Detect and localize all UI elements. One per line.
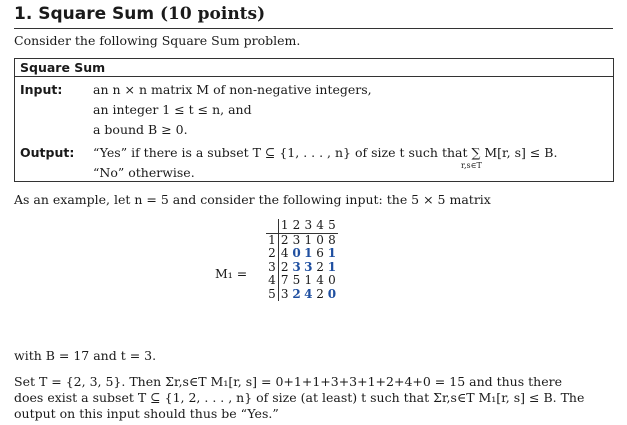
matrix-cell: 2 [316, 286, 324, 301]
matrix-cell-highlighted: 1 [327, 246, 337, 260]
matrix-cell-highlighted: 4 [304, 286, 313, 301]
matrix-cell: 1 [304, 232, 313, 247]
matrix-cell: 2 [280, 259, 289, 274]
matrix-cell: 0 [328, 273, 336, 287]
matrix-cell-highlighted: 2 [292, 286, 301, 301]
matrix-header-row [266, 219, 338, 233]
problem-name: Square Sum [20, 60, 106, 75]
matrix-cell-highlighted: 3 [304, 259, 313, 274]
example-text: As an example, let n = 5 and consider the following input: the 5 × 5 matrix [14, 192, 491, 207]
input-line-3: a bound B ≥ 0. [93, 122, 188, 137]
solution-line-1: Set T = {2, 3, 5}. Then Σr,s∈T M₁[r, s] = 0+1+1+3+3+1+2+4+0 = 15 and thus there [14, 374, 562, 389]
output-line-1: “Yes” if there is a subset T ⊆ {1, . . . , n} of size t such that ∑ M[r, s] ≤ B. [93, 145, 558, 160]
matrix-row-header: 5 [266, 288, 278, 302]
matrix-row-header: 1 [266, 233, 278, 247]
matrix-cell-highlighted: 0 [292, 246, 301, 260]
title-divider [14, 28, 613, 29]
matrix-row-header: 4 [266, 274, 278, 288]
matrix-cell: 4 [316, 273, 324, 287]
matrix-cell: 0 [316, 232, 324, 247]
problem-box-divider [15, 76, 613, 77]
input-label: Input: [20, 82, 63, 97]
matrix-cell: 5 [292, 273, 301, 287]
matrix-col-header: 3 [302, 219, 314, 233]
matrix-cell: 1 [304, 273, 313, 287]
solution-line-3: output on this input should thus be “Yes.” [14, 406, 279, 421]
intro-text: Consider the following Square Sum problem. [14, 33, 301, 48]
matrix-col-header: 4 [314, 219, 326, 233]
matrix-cell-highlighted: 0 [327, 286, 337, 301]
output-label: Output: [20, 145, 75, 160]
problem-title: 1. Square Sum (10 points) [14, 4, 266, 24]
output-sum-subscript: r,s∈T [461, 161, 482, 170]
matrix-label: M₁ = [215, 266, 248, 281]
problem-points: (10 points) [160, 4, 266, 24]
matrix-cell-highlighted: 1 [327, 259, 337, 274]
matrix-row [266, 274, 338, 288]
matrix-cell: 3 [292, 232, 301, 247]
params-text: with B = 17 and t = 3. [14, 348, 157, 363]
matrix-col-header: 1 [278, 219, 290, 233]
matrix-cell-highlighted: 1 [304, 246, 313, 260]
matrix-row [266, 288, 338, 302]
matrix-cell: 7 [280, 273, 289, 287]
matrix-col-header: 2 [291, 219, 303, 233]
input-line-2: an integer 1 ≤ t ≤ n, and [93, 102, 252, 117]
matrix-row [266, 233, 338, 247]
matrix-cell: 2 [280, 232, 289, 247]
matrix-cell: 4 [280, 246, 289, 260]
matrix-row-header: 3 [266, 261, 278, 275]
matrix-table [266, 219, 338, 301]
matrix-col-header: 5 [326, 219, 338, 233]
matrix-row [266, 247, 338, 261]
output-line-2: “No” otherwise. [93, 165, 195, 180]
solution-line-2: does exist a subset T ⊆ {1, 2, . . . , n} of size (at least) t such that Σr,s∈T M₁[r, s] ≤ B. The [14, 390, 585, 405]
matrix-corner [266, 219, 278, 233]
matrix-cell: 6 [316, 246, 324, 260]
input-line-1: an n × n matrix M of non-negative integers, [93, 82, 372, 97]
matrix-cell: 2 [316, 259, 324, 274]
matrix-row-header: 2 [266, 247, 278, 261]
matrix-cell: 8 [328, 232, 336, 247]
matrix-cell-highlighted: 3 [292, 259, 301, 274]
matrix-cell: 3 [280, 286, 289, 301]
matrix-row [266, 261, 338, 275]
